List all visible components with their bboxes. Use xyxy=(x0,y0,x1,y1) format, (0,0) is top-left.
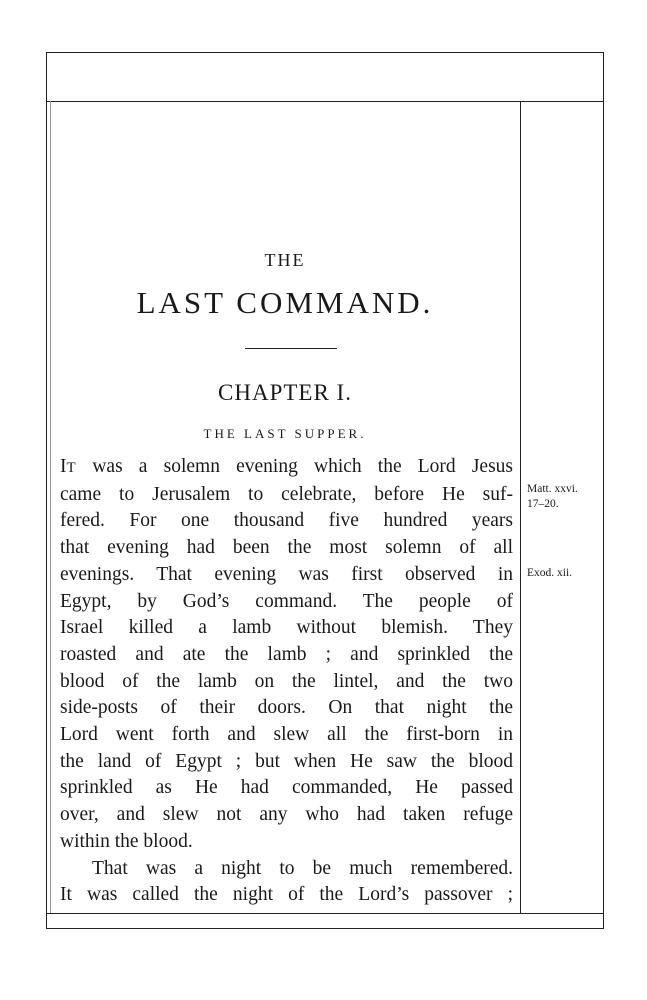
margin-note-line: Matt. xxvi. xyxy=(527,483,578,495)
body-line: evenings. That evening was first observed in xyxy=(60,563,513,585)
body-line: IT was a solemn evening which the Lord Jesus xyxy=(60,456,513,477)
lead-small-caps: T xyxy=(66,460,77,476)
drop-initial: I xyxy=(60,456,67,477)
title-small: THE xyxy=(264,250,306,270)
body-text xyxy=(60,454,513,909)
body-line: that evening had been the most solemn of all xyxy=(60,537,513,559)
body-line: came to Jerusalem to celebrate, before He suf- xyxy=(60,483,513,505)
body-line: Egypt, by God’s command. The people of xyxy=(60,590,513,612)
page-title: LAST COMMAND. xyxy=(136,285,434,320)
body-line: blood of the lamb on the lintel, and the two xyxy=(60,670,513,692)
body-line: sprinkled as He had commanded, He passed xyxy=(60,777,513,799)
body-line: fered. For one thousand five hundred years xyxy=(60,510,513,532)
body-line: over, and slew not any who had taken refuge xyxy=(60,804,513,826)
margin-column-rule xyxy=(520,101,521,913)
body-line: Lord went forth and slew all the first-born in xyxy=(60,724,513,746)
body-line: roasted and ate the lamb ; and sprinkled the xyxy=(60,643,513,665)
chapter-subtitle: THE LAST SUPPER. xyxy=(203,426,367,441)
body-line: It was called the night of the Lord’s passover ; xyxy=(60,884,513,906)
chapter-heading: CHAPTER I. xyxy=(218,380,352,405)
body-line: That was a night to be much remembered. xyxy=(92,857,513,879)
margin-note-matthew xyxy=(527,482,602,512)
margin-note-line: 17–20. xyxy=(527,498,559,510)
body-line: side-posts of their doors. On that night the xyxy=(60,697,513,719)
body-line: the land of Egypt ; but when He saw the blood xyxy=(60,750,513,772)
body-line: within the blood. xyxy=(60,830,193,852)
bottom-rule xyxy=(46,913,604,914)
body-line: Israel killed a lamb without blemish. They xyxy=(60,617,513,639)
title-divider xyxy=(245,348,337,349)
inner-left-rule xyxy=(50,101,51,913)
margin-note-exodus: Exod. xii. xyxy=(527,567,573,579)
